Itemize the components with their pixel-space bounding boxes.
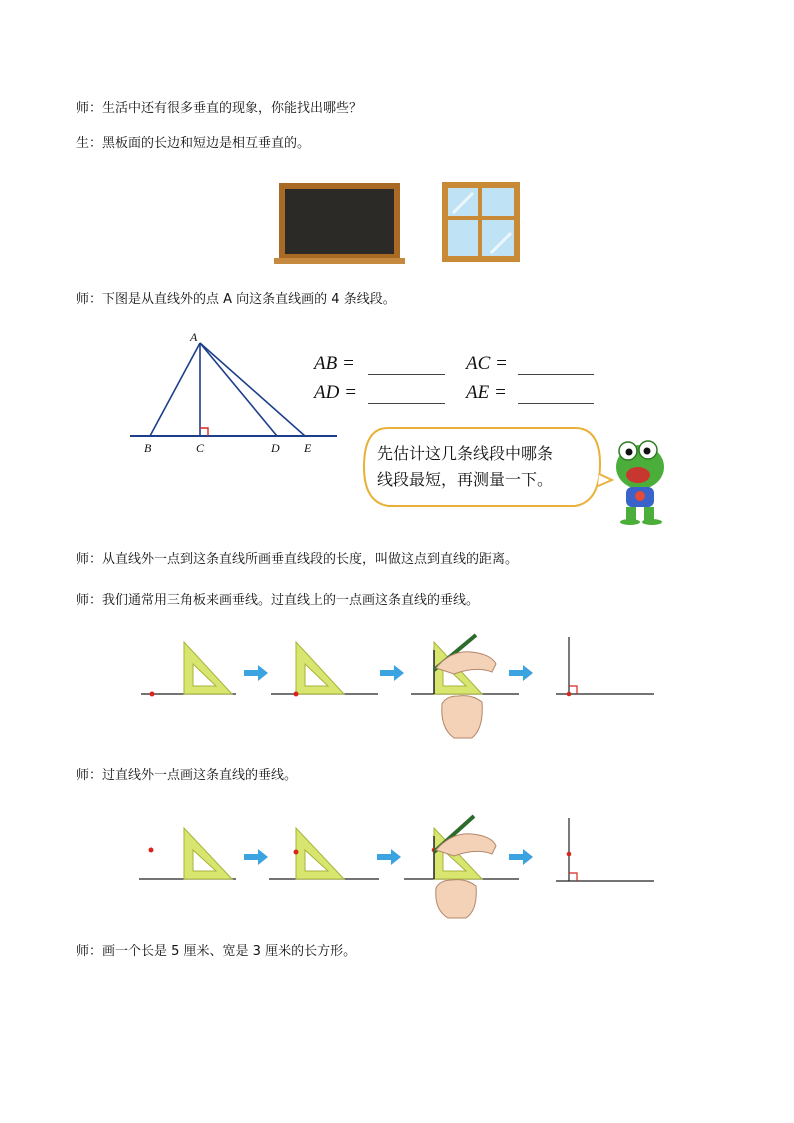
teacher-line-5: 师：过直线外一点画这条直线的垂线。 bbox=[76, 768, 298, 783]
teacher-line-4: 师：我们通常用三角板来画垂线。过直线上的一点画这条直线的垂线。 bbox=[76, 593, 480, 608]
frog-mascot-icon bbox=[606, 435, 674, 527]
blank-line-ab[interactable] bbox=[368, 374, 445, 375]
point-label-e: E bbox=[304, 441, 312, 455]
blank-line-ad[interactable] bbox=[368, 403, 445, 404]
point-label-d: D bbox=[271, 441, 280, 455]
teacher-line-2: 师：下图是从直线外的点 A 向这条直线画的 4 条线段。 bbox=[76, 292, 396, 307]
blank-line-ac[interactable] bbox=[518, 374, 594, 375]
student-line-1: 生：黑板面的长边和短边是相互垂直的。 bbox=[76, 136, 311, 151]
bubble-text bbox=[377, 441, 553, 493]
point-label-b: B bbox=[144, 441, 152, 455]
bubble-line-1: 先估计这几条线段中哪条 bbox=[377, 444, 554, 463]
method-sequence-2 bbox=[136, 806, 661, 922]
blank-line-ae[interactable] bbox=[518, 403, 594, 404]
bubble-line-2: 线段最短，再测量一下。 bbox=[377, 470, 554, 489]
point-label-c: C bbox=[196, 441, 205, 455]
point-label-a: A bbox=[190, 330, 198, 344]
teacher-line-6: 师：画一个长是 5 厘米、宽是 3 厘米的长方形。 bbox=[76, 944, 357, 959]
method-sequence-1 bbox=[136, 630, 661, 742]
perpendicular-figure bbox=[125, 328, 340, 458]
blackboard-illustration bbox=[272, 180, 407, 266]
teacher-line-1: 师：生活中还有很多垂直的现象，你能找出哪些？ bbox=[76, 101, 363, 116]
blank-label-ae: AE = bbox=[466, 382, 507, 403]
window-illustration bbox=[441, 181, 521, 263]
blank-label-ab: AB = bbox=[314, 353, 355, 374]
blank-label-ad: AD = bbox=[314, 382, 357, 403]
teacher-line-3: 师：从直线外一点到这条直线所画垂直线段的长度，叫做这点到直线的距离。 bbox=[76, 552, 519, 567]
blank-label-ac: AC = bbox=[466, 353, 508, 374]
